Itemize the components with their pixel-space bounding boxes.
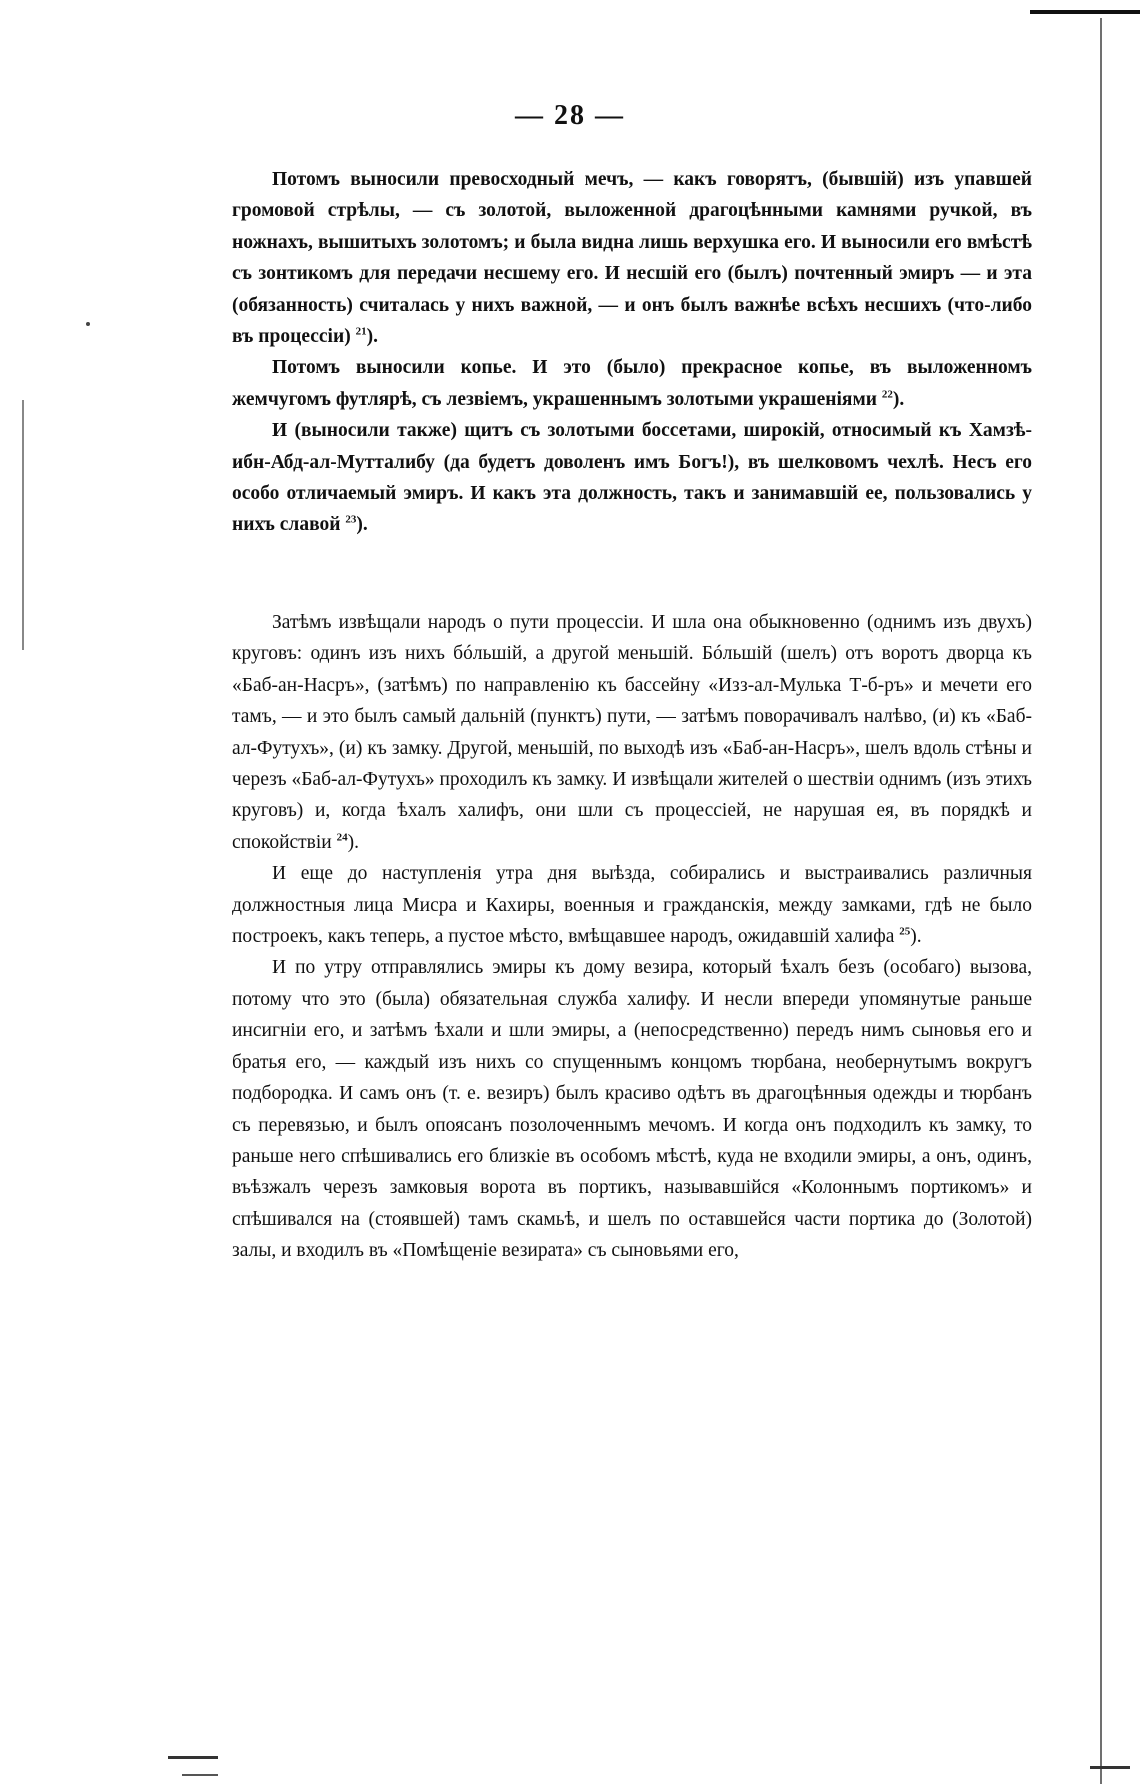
page-edge-line (1100, 18, 1102, 1784)
text-section-2 (232, 607, 1032, 1267)
paragraph: Потомъ выносили превосходный мечъ, — какъ говорятъ, (бывшій) изъ упавшей громовой стрѣлы, — съ золотой, выложенной драгоцѣнными камнями ручкой, въ ножнахъ, вышитыхъ золотомъ; и была видна лишь верхушка его. И выносили его вмѣстѣ съ зонтикомъ для передачи несшему его. И несшій его (былъ) почтенный эмиръ — и эта (обязанность) считалась у нихъ важной, — и онъ былъ важнѣе всѣхъ несшихъ (что-либо въ процессіи) $^{21}$). (232, 169, 1032, 348)
paragraph: И по утру отправлялись эмиры къ дому везира, который ѣхалъ безъ (особаго) вызова, потому что это (была) обязательная служба халифу. И несли впереди упомянутые раньше инсигніи его, и затѣмъ ѣхали и шли эмиры, а (непосредственно) передъ нимъ сыновья его и братья его, — каждый изъ нихъ со спущеннымъ концомъ тюрбана, необернутымъ вокругъ подбородка. И самъ онъ (т. е. везиръ) былъ красиво одѣтъ въ драгоцѣнныя одежды и тюрбанъ съ перевязью, и былъ опоясанъ позолоченнымъ мечомъ. И когда онъ подходилъ къ замку, то раньше него спѣшивались его близкіе въ особомъ мѣстѣ, куда не входили эмиры, а онъ, одинъ, въѣзжалъ черезъ замковыя ворота въ портикъ, называвшійся «Колоннымъ портикомъ» и спѣшивался на (стоявшей) тамъ скамьѣ, и шелъ по оставшейся части портика до (Золотой) залы, и входилъ въ «Помѣщеніе везирата» съ сыновьями его, (232, 957, 1032, 1262)
paragraph: И (выносили также) щитъ съ золотыми боссетами, широкій, относимый къ Хамзѣ-ибн-Абд-ал-Мутталибу (да будетъ доволенъ имъ Богъ!), въ шелковомъ чехлѣ. Несъ его особо отличаемый эмиръ. И какъ эта должность, такъ и занимавшій ее, пользовались у нихъ славой $^{23}$). (232, 420, 1032, 536)
footnote-ref: 22 (881, 388, 893, 401)
footnote-ref: 21 (355, 325, 367, 338)
scan-edge-mark (168, 1756, 218, 1759)
paragraph: И еще до наступленія утра дня выѣзда, собирались и выстраивались различныя должностныя лица Мисра и Кахиры, военныя и гражданскія, между замками, гдѣ не было построекъ, какъ теперь, а пустое мѣсто, вмѣщавшее народъ, ожидавшій халифа $^{25}$). (232, 863, 1032, 948)
scan-edge-mark (182, 1774, 218, 1776)
footnote-ref: 23 (345, 513, 357, 526)
text-section-1 (232, 164, 1032, 541)
paragraph: Потомъ выносили копье. И это (было) прекрасное копье, въ выложенномъ жемчугомъ футлярѣ, съ лезвіемъ, украшеннымъ золотыми украшеніями $^{22}$). (232, 357, 1032, 410)
scan-edge-mark (1090, 1766, 1130, 1769)
scan-edge-mark (1030, 10, 1140, 14)
footnote-ref: 24 (336, 831, 348, 844)
paragraph: Затѣмъ извѣщали народъ о пути процессіи. И шла она обыкновенно (однимъ изъ двухъ) круговъ: одинъ изъ нихъ бóльшій, а другой меньшій. Бóльшій (шелъ) отъ воротъ дворца къ «Баб-ан-Насръ», (затѣмъ) по направленію къ бассейну «Изз-ал-Мулька Т-б-ръ» и мечети его тамъ, — и это былъ самый дальній (пунктъ) пути, — затѣмъ поворачивалъ налѣво, (и) къ «Баб-ал-Футухъ», (и) къ замку. Другой, меньшій, по выходѣ изъ «Баб-ан-Насръ», шелъ вдоль стѣны и черезъ «Баб-ал-Футухъ» проходилъ къ замку. И извѣщали жителей о шествіи однимъ (изъ этихъ круговъ) и, когда ѣхалъ халифъ, они шли съ процессіей, не нарушая ея, въ порядкѣ и спокойствіи $^{24}$). (232, 612, 1032, 853)
margin-dot (86, 322, 90, 326)
page-number: — 28 — (515, 100, 625, 131)
margin-line (22, 400, 24, 650)
footnote-ref: 25 (899, 925, 911, 938)
